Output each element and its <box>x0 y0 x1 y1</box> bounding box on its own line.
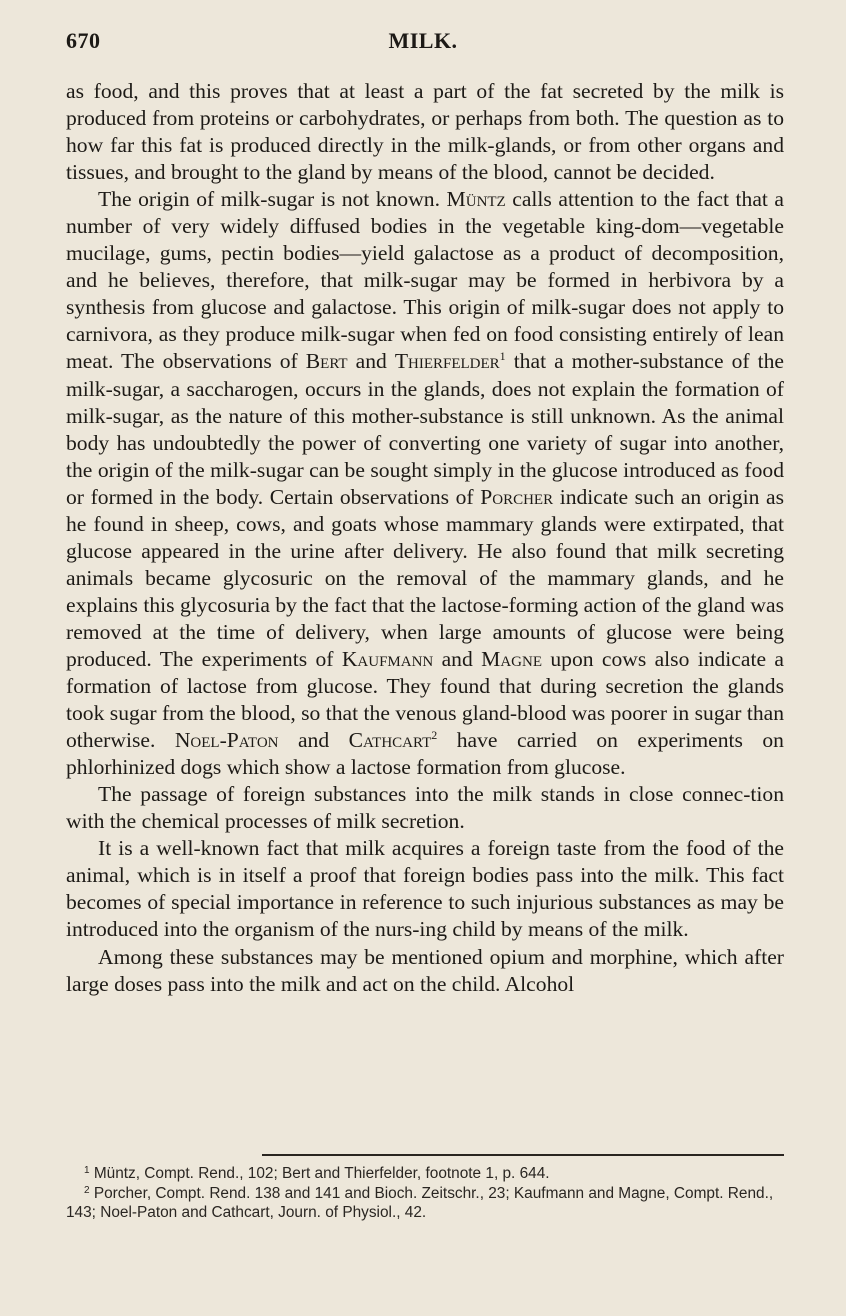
author-porcher: Porcher <box>480 484 554 509</box>
footnotes <box>66 1164 784 1223</box>
author-bert: Bert <box>305 349 348 374</box>
conjunction-and: and <box>441 646 473 671</box>
milk-sugar-sentence-1: The origin of milk-sugar is not known. <box>98 187 440 212</box>
milk-sugar-sentence-3: that a mother-substance of the milk-sugar, a saccharogen, occurs in the glands, does not explain the formation of milk-sugar, as the nature of this mother-substance is still unknown. As the animal body has undoubtedly the power of converting one variety of sugar into another, the origin of the milk-sugar can be sought simply in the glucose introduced as food or formed in the body. Certain observations of <box>66 349 784 509</box>
body-text <box>66 78 784 998</box>
running-head: MILK. <box>388 28 458 53</box>
milk-sugar-sentence-6: have carried on experiments on phlorhinized dogs which show a lactose formation from glucose. <box>66 728 784 780</box>
author-cathcart: Cathcart <box>348 728 432 753</box>
milk-sugar-sentence-5: upon cows also indicate a formation of lactose from glucose. They found that during secretion the glands took sugar from the blood, so that the venous gland-blood was poorer in sugar than otherwise. <box>66 646 784 753</box>
author-magne: Magne <box>481 646 542 671</box>
conjunction-and: and <box>297 728 330 753</box>
paragraph-fat-origin: as food, and this proves that at least a part of the fat secreted by the milk is produced from proteins or carbohydrates, or perhaps from both. The question as to how far this fat is produced directly in the milk-glands, or from other organs and tissues, and brought to the gland by means of the blood, cannot be decided. <box>66 79 784 185</box>
footnote-ref-2: 2 <box>431 728 438 743</box>
author-thierfelder: Thierfelder <box>394 349 500 374</box>
author-noel-paton: Noel-Paton <box>174 728 279 753</box>
page-header <box>66 28 780 64</box>
paragraph-opium-morphine: Among these substances may be mentioned opium and morphine, which after large doses pass into the milk and act on the child. Alcohol <box>66 944 784 996</box>
paragraph-foreign-substances: The passage of foreign substances into the milk stands in close connec-tion with the chemical processes of milk secretion. <box>66 782 784 834</box>
milk-sugar-sentence-4: indicate such an origin as he found in sheep, cows, and goats whose mammary glands were extirpated, that glucose appeared in the urine after delivery. He also found that milk secreting animals became glycosuric on the removal of the mammary glands, and he explains this glycosuria by the fact that the lactose-forming action of the gland was removed at the time of delivery, when large amounts of glucose were being produced. The experiments of <box>66 484 784 671</box>
footnote-1 <box>66 1164 784 1184</box>
paragraph-foreign-taste: It is a well-known fact that milk acquires a foreign taste from the food of the animal, which is in itself a proof that foreign bodies pass into the milk. This fact becomes of special importance in reference to such injurious substances as may be introduced into the organism of the nurs-ing child by means of the milk. <box>66 836 784 942</box>
conjunction-and: and <box>355 349 387 374</box>
page-number: 670 <box>66 28 101 53</box>
footnote-text: Müntz, Compt. Rend., 102; Bert and Thierfelder, footnote 1, p. 644. <box>93 1165 550 1182</box>
footnote-mark: 2 <box>84 1184 90 1196</box>
author-muntz: Müntz <box>446 187 506 212</box>
footnote-text: Porcher, Compt. Rend. 138 and 141 and Bioch. Zeitschr., 23; Kaufmann and Magne, Compt. Rend., 143; Noel-Paton and Cathcart, Journ. of Physiol., 42. <box>66 1184 774 1221</box>
paragraph-milk-sugar-origin <box>66 186 784 781</box>
footnote-2 <box>66 1184 784 1223</box>
milk-sugar-sentence-2: calls attention to the fact that a number of very widely diffused bodies in the vegetable king-dom—vegetable mucilage, gums, pectin bodies—yield galactose as a product of decomposition, and he believes, therefore, that milk-sugar may be formed in herbivora by a synthesis from glucose and galactose. This origin of milk-sugar does not apply to carnivora, as they produce milk-sugar when fed on food consisting entirely of lean meat. The observations of <box>66 187 785 374</box>
footnote-ref-1: 1 <box>499 349 506 364</box>
author-kaufmann: Kaufmann <box>341 646 434 671</box>
footnote-divider <box>262 1154 784 1156</box>
footnote-mark: 1 <box>84 1165 90 1176</box>
